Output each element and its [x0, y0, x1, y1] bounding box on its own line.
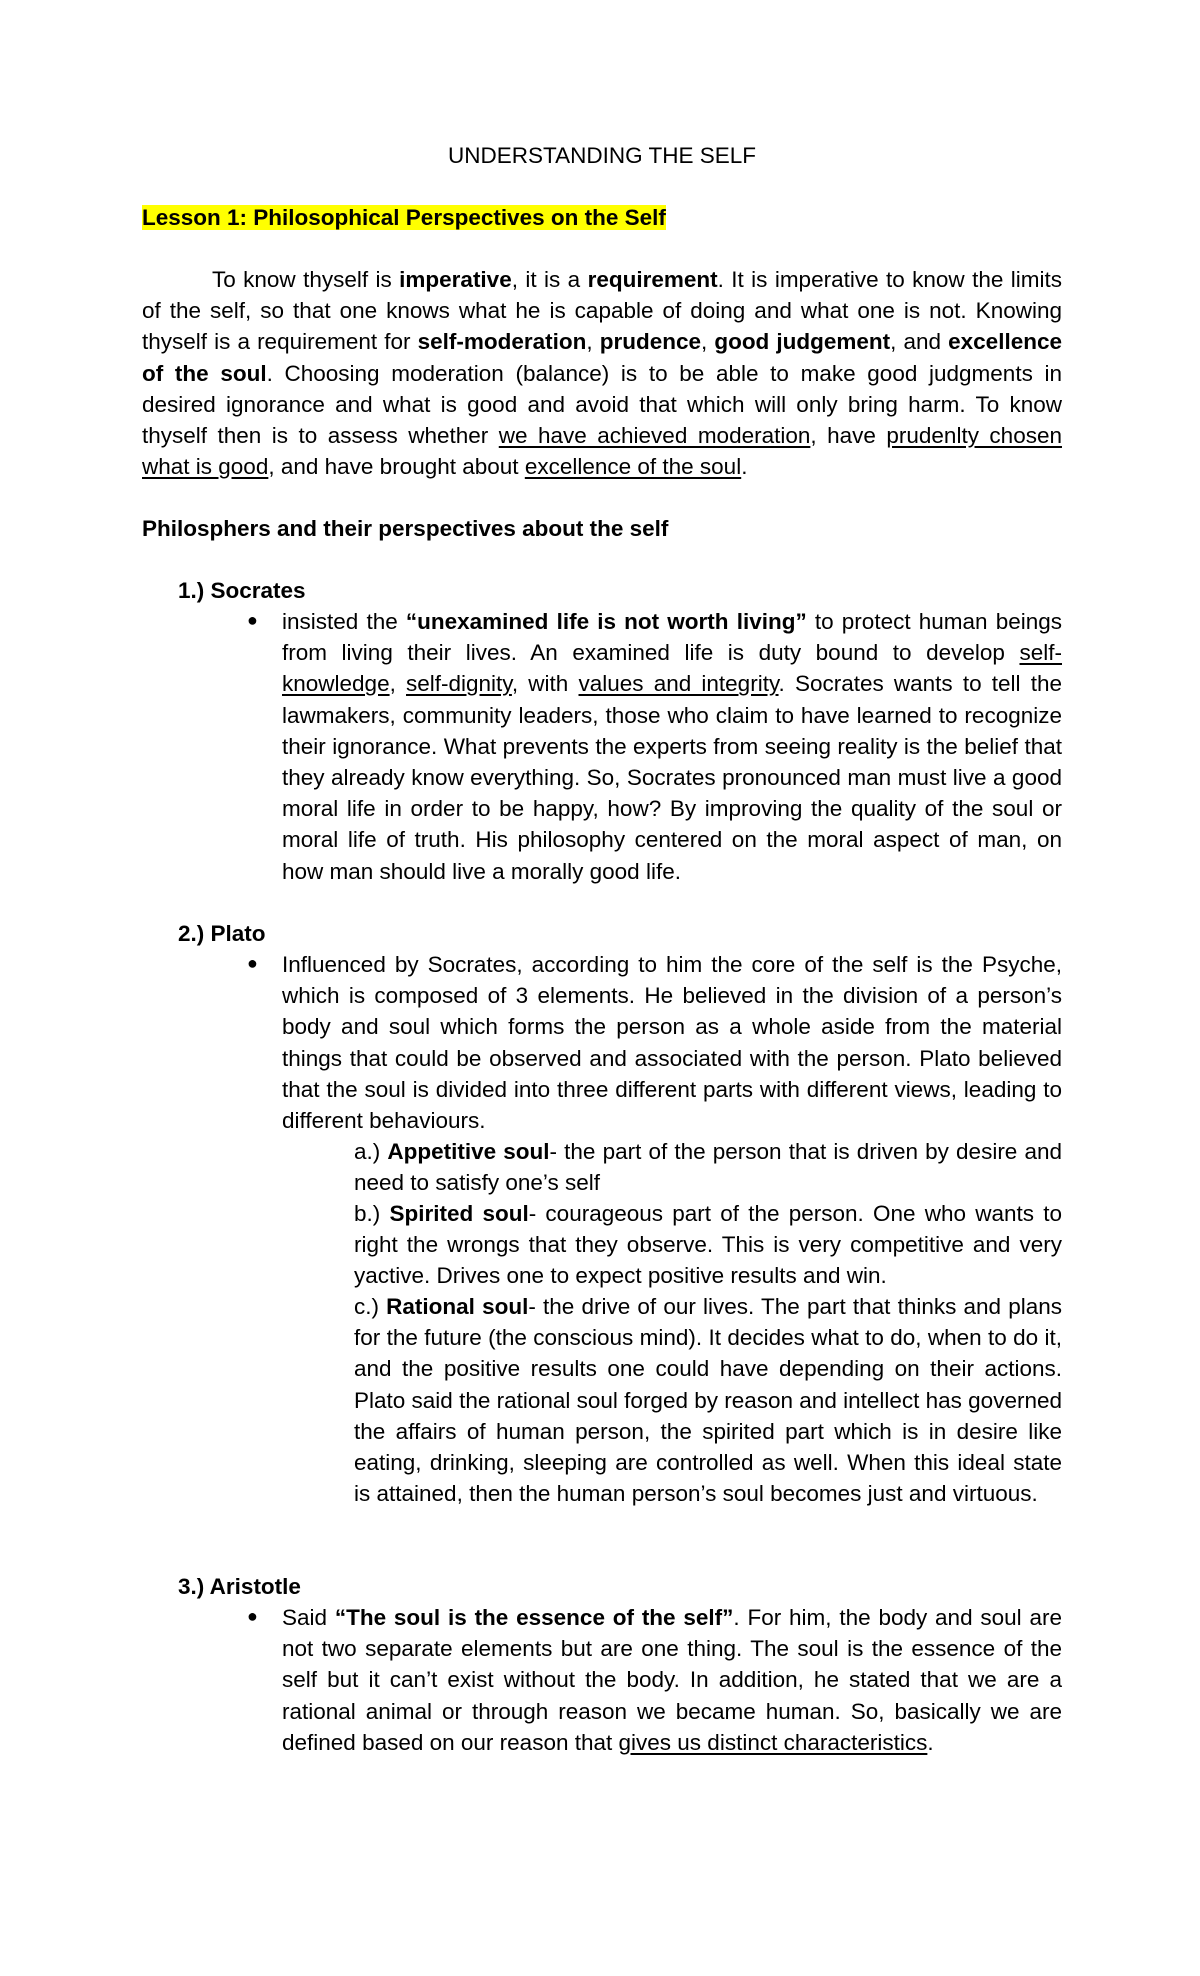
lesson-heading-highlight: Lesson 1: Philosophical Perspectives on the Self [142, 205, 666, 230]
socrates-text-part: , with [511, 671, 579, 697]
socrates-underline: self-knowledge [282, 640, 1062, 697]
aristotle-quote: “The soul is the essence of the self” [334, 1605, 734, 1630]
socrates-underline: values and integrity [578, 671, 779, 697]
intro-text: , it is a [511, 267, 588, 292]
intro-paragraph [142, 264, 1062, 482]
bullet-icon: ● [247, 1606, 258, 1626]
document-title: UNDERSTANDING THE SELF [448, 143, 756, 168]
aristotle-underline: gives us distinct characteristics [618, 1729, 928, 1755]
intro-bold: good judgement [714, 329, 891, 355]
plato-heading: 2.) Plato [178, 921, 266, 946]
soul-term: Rational soul [386, 1294, 529, 1319]
socrates-underline: self-dignity [406, 671, 512, 697]
intro-bold: requirement [587, 267, 718, 292]
intro-text: . [741, 454, 748, 480]
lesson-heading [142, 202, 666, 233]
intro-bold: excellence of the soul [142, 329, 1062, 386]
intro-bold: self-moderation [417, 329, 587, 355]
bullet-icon: ● [247, 953, 258, 973]
socrates-text-part: , [389, 671, 406, 697]
plato-appetitive-soul [354, 1136, 1062, 1198]
plato-text: Influenced by Socrates, according to him the core of the self is the Psyche, which is composed of 3 elements. He believed in the division of a person’s body and soul which forms the person as a whole aside from the material things that could be observed and associated with the person. Plato believed that the soul is divided into three different parts with different views, leading to different behaviours. [282, 952, 1062, 1134]
soul-term: Spirited soul [389, 1201, 529, 1226]
socrates-text-part: to protect human beings from living their lives. An examined life is duty bound to develop [282, 609, 1062, 666]
aristotle-text-part: Said [282, 1605, 335, 1630]
intro-underline: prudenlty chosen what is good [142, 423, 1062, 480]
list-label: c.) [354, 1294, 387, 1319]
intro-text: To know thyself is [212, 267, 400, 292]
aristotle-heading: 3.) Aristotle [178, 1574, 301, 1599]
intro-underline: excellence of the soul [524, 454, 742, 480]
list-label: b.) [354, 1201, 390, 1226]
aristotle-text-part: . [927, 1729, 934, 1755]
intro-text: , [700, 329, 715, 355]
intro-text: , and [890, 329, 949, 355]
plato-rational-soul [354, 1291, 1062, 1509]
soul-description: - courageous part of the person. One who wants to right the wrongs that they observe. This is very competitive and very yactive. Drives one to expect positive results and win. [354, 1201, 1062, 1289]
aristotle-text-part: . For him, the body and soul are not two separate elements but are one thing. The soul is the essence of the self but it can’t exist without the body. In addition, he stated that we are a rational animal or through reason we became human. So, basically we are defined based on our reason that [282, 1605, 1063, 1755]
intro-text: , [586, 329, 600, 355]
intro-text: . It is imperative to know the limits of the self, so that one knows what he is capable of doing and what one is not. Knowing thyself is a requirement for [142, 267, 1062, 355]
section-heading: Philosphers and their perspectives about the self [142, 516, 669, 541]
soul-description: - the part of the person that is driven by desire and need to satisfy one’s self [354, 1139, 1062, 1196]
socrates-text-part: . Socrates wants to tell the lawmakers, community leaders, those who claim to have learned to recognize their ignorance. What prevents the experts from seeing reality is the belief that they already know everything. So, Socrates pronounced man must live a good moral life in order to be happy, how? By improving the quality of the soul or moral life of truth. His philosophy centered on the moral aspect of man, on how man should live a morally good life. [282, 671, 1062, 884]
soul-description: - the drive of our lives. The part that thinks and plans for the future (the conscious mind). It decides what to do, when to do it, and the positive results one could have depending on their actions. Plato said the rational soul forged by reason and intellect has governed the affairs of human person, the spirited part which is in desire like eating, drinking, sleeping are controlled as well. When this ideal state is attained, then the human person’s soul becomes just and virtuous. [354, 1294, 1063, 1507]
plato-spirited-soul [354, 1198, 1062, 1292]
bullet-icon: ● [247, 610, 258, 630]
intro-text: , and have brought about [268, 454, 525, 480]
socrates-text [282, 606, 1062, 887]
soul-term: Appetitive soul [387, 1139, 550, 1164]
intro-bold: prudence [599, 329, 701, 355]
intro-underline: we have achieved moderation [498, 423, 811, 449]
list-label: a.) [354, 1139, 388, 1164]
socrates-text-part: insisted the [282, 609, 406, 634]
intro-text: . Choosing moderation (balance) is to be able to make good judgments in desired ignorance and what is good and avoid that which will only bring harm. To know thyself then is to assess whether [142, 360, 1062, 449]
socrates-quote: “unexamined life is not worth living” [405, 609, 807, 634]
intro-bold: imperative [399, 267, 512, 292]
socrates-heading: 1.) Socrates [178, 578, 306, 603]
aristotle-text [282, 1602, 1062, 1758]
intro-text: , have [810, 423, 887, 449]
